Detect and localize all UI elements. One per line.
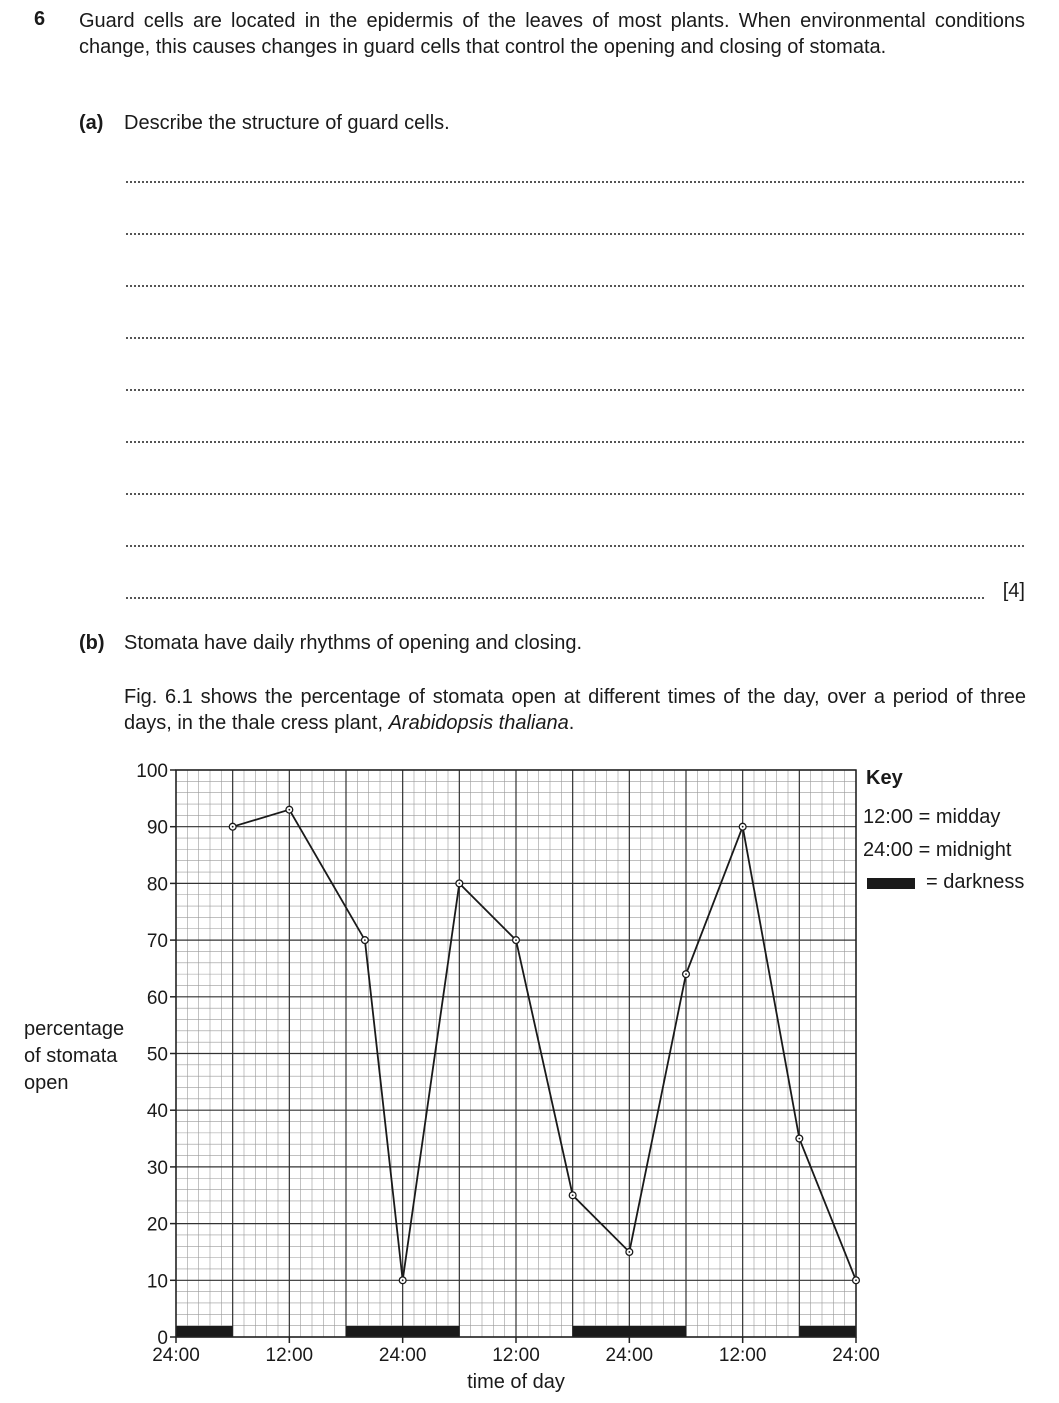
- key-entry-midnight: 24:00 = midnight: [863, 839, 1012, 861]
- y-tick-label: 100: [136, 761, 168, 782]
- data-point-dot: [515, 939, 517, 941]
- x-tick-label: 24:00: [378, 1345, 427, 1366]
- darkness-bar: [346, 1326, 459, 1337]
- question-number: 6: [34, 8, 46, 30]
- key-entry-darkness: = darkness: [926, 871, 1025, 893]
- y-tick-label: 40: [146, 1101, 168, 1123]
- data-point-dot: [855, 1279, 857, 1281]
- figure-intro-end: .: [568, 712, 575, 734]
- x-tick-label: 24:00: [832, 1345, 880, 1366]
- part-a-label: (a): [79, 112, 104, 134]
- data-point-dot: [572, 1194, 574, 1196]
- data-point-dot: [232, 826, 234, 828]
- y-tick-label: 20: [146, 1214, 168, 1236]
- part-b-label: (b): [79, 632, 105, 654]
- x-tick-labels: [152, 1345, 880, 1366]
- y-axis-label-line: of stomata: [24, 1045, 118, 1067]
- x-tick-label: 12:00: [718, 1345, 767, 1366]
- x-tick-label: 12:00: [492, 1345, 540, 1366]
- chart-key: [863, 767, 1024, 893]
- y-tick-label: 0: [157, 1328, 168, 1349]
- x-tick-label: 12:00: [265, 1345, 314, 1366]
- data-point-dot: [798, 1138, 800, 1140]
- x-axis-label: time of day: [467, 1371, 565, 1393]
- y-axis-label: [24, 1018, 124, 1094]
- darkness-bar: [176, 1326, 233, 1337]
- axes: [170, 770, 856, 1343]
- y-axis-label-line: open: [24, 1072, 69, 1094]
- data-point-dot: [628, 1251, 630, 1253]
- question-intro: Guard cells are located in the epidermis of the leaves of most plants. When environmental conditions change, this causes changes in guard cells that control the opening and closing of stomata.: [79, 10, 1025, 58]
- y-tick-label: 80: [146, 874, 168, 896]
- species-name: Arabidopsis thaliana: [388, 712, 569, 734]
- data-point-dot: [364, 939, 366, 941]
- y-tick-label: 90: [146, 817, 168, 839]
- key-entry-midday: 12:00 = midday: [863, 806, 1001, 828]
- y-tick-label: 70: [146, 931, 168, 953]
- figure-intro-text: Fig. 6.1 shows the percentage of stomata open at different times of the day, over a period of three days, in the thale cress plant,: [124, 686, 1026, 734]
- key-title: Key: [866, 767, 903, 789]
- y-tick-labels: [136, 761, 168, 1349]
- x-tick-label: 24:00: [605, 1345, 654, 1366]
- data-point-dot: [742, 826, 744, 828]
- key-darkness-swatch: [867, 878, 915, 889]
- y-tick-label: 50: [146, 1044, 168, 1066]
- y-tick-label: 60: [146, 987, 168, 1009]
- series-line: [233, 810, 856, 1281]
- part-b-question: Stomata have daily rhythms of opening and closing.: [124, 632, 583, 654]
- data-point-dot: [458, 883, 460, 885]
- y-axis-label-line: percentage: [24, 1018, 125, 1040]
- part-a-question: Describe the structure of guard cells.: [124, 112, 450, 134]
- x-tick-label: 24:00: [152, 1345, 200, 1366]
- darkness-bar: [799, 1326, 856, 1337]
- data-point-dot: [685, 973, 687, 975]
- y-tick-label: 30: [146, 1157, 168, 1179]
- darkness-bar: [573, 1326, 686, 1337]
- marks-label: [4]: [1002, 580, 1025, 602]
- data-point-dot: [402, 1279, 404, 1281]
- y-tick-label: 10: [146, 1271, 168, 1293]
- data-point-dot: [288, 809, 290, 811]
